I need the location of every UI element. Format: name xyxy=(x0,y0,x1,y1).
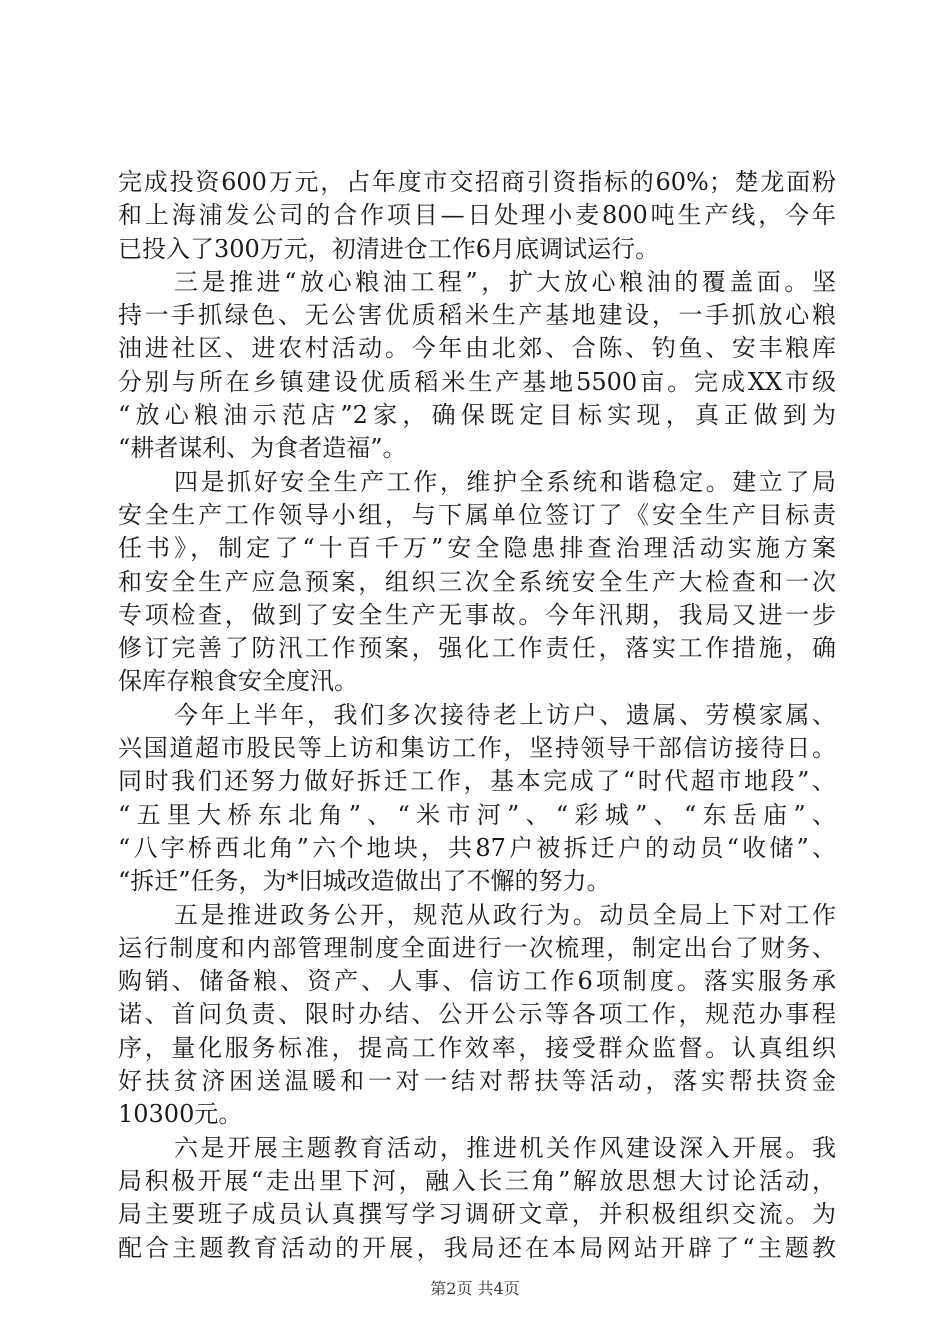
text-line: 局主要班子成员认真撰写学习调研文章，并积极组织交流。为 xyxy=(118,1200,836,1229)
text-line: “耕者谋利、为食者造福”。 xyxy=(118,434,407,463)
text-line: 和上海浦发公司的合作项目—日处理小麦800吨生产线，今年 xyxy=(118,201,836,230)
text-line: 保库存粮食安全度汛。 xyxy=(118,667,358,696)
text-line: 好扶贫济困送温暖和一对一结对帮扶等活动，落实帮扶资金 xyxy=(118,1067,836,1096)
text-line: 四是抓好安全生产工作，维护全系统和谐稳定。建立了局 xyxy=(174,467,836,496)
text-line: 任书》，制定了“十百千万”安全隐患排查治理活动实施方案 xyxy=(118,534,836,563)
text-line: 油进社区、进农村活动。今年由北郊、合陈、钓鱼、安丰粮库 xyxy=(118,334,836,363)
document-body xyxy=(118,166,836,1265)
text-line: “八字桥西北角”六个地块，共87户被拆迁户的动员“收储”、 xyxy=(118,833,836,862)
text-line: 六是开展主题教育活动，推进机关作风建设深入开展。我 xyxy=(174,1133,836,1162)
text-line: “五里大桥东北角”、“米市河”、“彩城”、“东岳庙”、 xyxy=(118,800,836,829)
text-line: “拆迁”任务，为*旧城改造做出了不懈的努力。 xyxy=(118,867,611,896)
text-line: 和安全生产应急预案，组织三次全系统安全生产大检查和一次 xyxy=(118,567,836,596)
text-line: 已投入了300万元，初清进仓工作6月底调试运行。 xyxy=(118,234,660,263)
text-line: 诺、首问负责、限时办结、公开公示等各项工作，规范办事程 xyxy=(118,1000,836,1029)
text-line: 配合主题教育活动的开展，我局还在本局网站开辟了“主题教 xyxy=(118,1233,836,1262)
text-line: 三是推进“放心粮油工程”，扩大放心粮油的覆盖面。坚 xyxy=(174,267,836,296)
page-footer: 第2页 共4页 xyxy=(430,1279,520,1298)
text-line: 运行制度和内部管理制度全面进行一次梳理，制定出台了财务、 xyxy=(118,933,836,962)
text-line: 安全生产工作领导小组，与下属单位签订了《安全生产目标责 xyxy=(118,500,836,529)
text-line: 同时我们还努力做好拆迁工作，基本完成了“时代超市地段”、 xyxy=(118,767,836,796)
text-line: 分别与所在乡镇建设优质稻米生产基地5500亩。完成XX市级 xyxy=(118,367,836,396)
text-line: 购销、储备粮、资产、人事、信访工作6项制度。落实服务承 xyxy=(118,967,836,996)
text-line: 修订完善了防汛工作预案，强化工作责任，落实工作措施，确 xyxy=(118,634,836,663)
text-line: 局积极开展“走出里下河，融入长三角”解放思想大讨论活动， xyxy=(118,1166,836,1195)
text-line: “放心粮油示范店”2家，确保既定目标实现，真正做到为 xyxy=(118,401,836,430)
text-line: 兴国道超市股民等上访和集访工作，坚持领导干部信访接待日。 xyxy=(118,734,836,763)
text-line: 序，量化服务标准，提高工作效率，接受群众监督。认真组织 xyxy=(118,1033,836,1062)
text-line: 10300元。 xyxy=(118,1100,243,1129)
text-line: 专项检查，做到了安全生产无事故。今年汛期，我局又进一步 xyxy=(118,600,836,629)
text-line: 完成投资600万元，占年度市交招商引资指标的60%；楚龙面粉 xyxy=(118,168,836,196)
text-line: 持一手抓绿色、无公害优质稻米生产基地建设，一手抓放心粮 xyxy=(118,301,836,330)
text-line: 五是推进政务公开，规范从政行为。动员全局上下对工作 xyxy=(174,900,836,929)
text-line: 今年上半年，我们多次接待老上访户、遗属、劳模家属、 xyxy=(174,700,836,729)
